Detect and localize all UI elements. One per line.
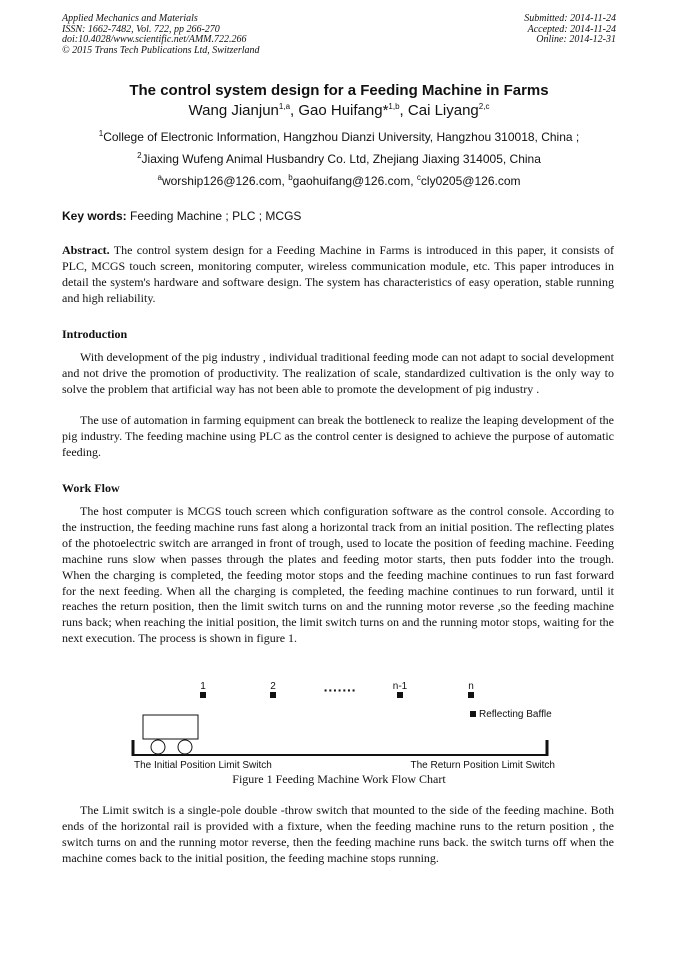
feeding-machine-body [143, 715, 198, 739]
email-sup: b [288, 173, 293, 182]
email: worship126@126.com, [161, 174, 289, 188]
online-date: Online: 2014-12-31 [536, 34, 616, 45]
author-name: Gao Huifang* [298, 102, 389, 119]
affil-text: College of Electronic Information, Hangzhou Dianzi University, Hangzhou 310018, China ; [103, 130, 580, 144]
copyright: © 2015 Trans Tech Publications Ltd, Switzerland [62, 44, 260, 56]
workflow-paragraph-1: The host computer is MCGS touch screen which configuration software as the control console. According to the instruction, the feeding machine runs fast along a horizontal track from an initial position. The reflecting plates of the photoelectric switch are arranged in front of trough, used to locate the position of feeding machine. Feeding machine runs slow when passes through the plates and feeding motor starts, then puts fodder into the trough. When the charging is completed, the feeding motor stops and the feeding machine continues to run fast forward for the next feeding. When all the charging is completed, the feeding machine continues to run forward, until it reaches the return position, then the limit switch turns on and the running motor reverse ,so the feeding machine runs back; when reaching the initial position, the limit switch turns on and the running motor stops, waiting for the next execution. The process is shown in figure 1. [62, 504, 614, 646]
initial-switch-label: The Initial Position Limit Switch [134, 760, 272, 771]
author-name: Wang Jianjun [188, 102, 279, 119]
doi: doi:10.4028/www.scientific.net/AMM.722.266 [62, 34, 247, 45]
issn: ISSN: 1662-7482, Vol. 722, pp 266-270 [62, 23, 220, 35]
intro-paragraph-2: The use of automation in farming equipment can break the bottleneck to realize the leaping development of the pig industry. The feeding machine using PLC as the control center is designed to achieve the purpose of automatic feeding. [62, 413, 614, 459]
reflecting-baffle [200, 692, 206, 698]
legend-label: Reflecting Baffle [479, 709, 552, 720]
figure-caption: Figure 1 Feeding Machine Work Flow Chart [232, 772, 446, 786]
accepted-date: Accepted: 2014-11-24 [527, 23, 616, 35]
author-sup: 1,a [278, 102, 291, 111]
author-sup: 1,b [388, 102, 400, 111]
abstract-text: The control system design for a Feeding Machine in Farms is introduced in this paper, it consists of PLC, MCGS touch screen, monitoring computer, wireless communication module, etc. This paper introduces in detail the system's hardware and software design. The system has characteristics of easy operation, stable running and high reliability. [62, 243, 614, 305]
journal-name: Applied Mechanics and Materials [62, 13, 198, 24]
plate-label: n-1 [392, 681, 408, 692]
section-heading-introduction: Introduction [62, 327, 128, 341]
email: cly0205@126.com [420, 174, 521, 188]
abstract-label: Abstract. [62, 243, 110, 257]
workflow-paragraph-2: The Limit switch is a single-pole double -throw switch that mounted to the side of the feeding machine. Both ends of the horizontal rail is provided with a fixture, when the feeding machine runs to the return position , the switch turns on and the running motor reverse, then the feeding machine runs back. the switch turns off when the machine comes back to the initial position, the feeding machine stops running. [62, 803, 614, 865]
legend-marker [470, 711, 476, 717]
affil-sup: 1 [98, 129, 104, 138]
reflecting-baffle [397, 692, 403, 698]
affil-text: Jiaxing Wufeng Animal Husbandry Co. Ltd, Zhejiang Jiaxing 314005, China [141, 152, 541, 166]
author-sep: , [290, 102, 299, 119]
intro-paragraph-1: With development of the pig industry , individual traditional feeding mode can not adapt to social development and not drive the promotion of productivity. The realization of scale, standardized cultivation is the only way to solve the problem that artificial way has not been able to promote the development of pig industry . [62, 350, 614, 396]
affil-sup: 2 [137, 151, 142, 160]
author-name: Cai Liyang [407, 102, 479, 119]
paper-title: The control system design for a Feeding Machine in Farms [129, 82, 549, 99]
keywords-label: Key words: [62, 209, 127, 223]
ellipsis-dots: ······· [323, 682, 357, 698]
email-sup: a [157, 173, 162, 182]
plate-label: 2 [270, 681, 276, 692]
plate-label: n [468, 681, 474, 692]
author-sup: 2,c [478, 102, 490, 111]
email-sup: c [416, 173, 421, 182]
keywords-text: Feeding Machine ; PLC ; MCGS [130, 209, 302, 223]
wheel [178, 740, 192, 754]
wheel [151, 740, 165, 754]
reflecting-baffle [270, 692, 276, 698]
author-sep: , [399, 102, 408, 119]
email: gaohuifang@126.com, [292, 174, 417, 188]
plate-label: 1 [200, 681, 206, 692]
reflecting-baffle [468, 692, 474, 698]
return-switch-label: The Return Position Limit Switch [410, 760, 555, 771]
submitted-date: Submitted: 2014-11-24 [524, 13, 616, 24]
section-heading-workflow: Work Flow [62, 481, 120, 495]
